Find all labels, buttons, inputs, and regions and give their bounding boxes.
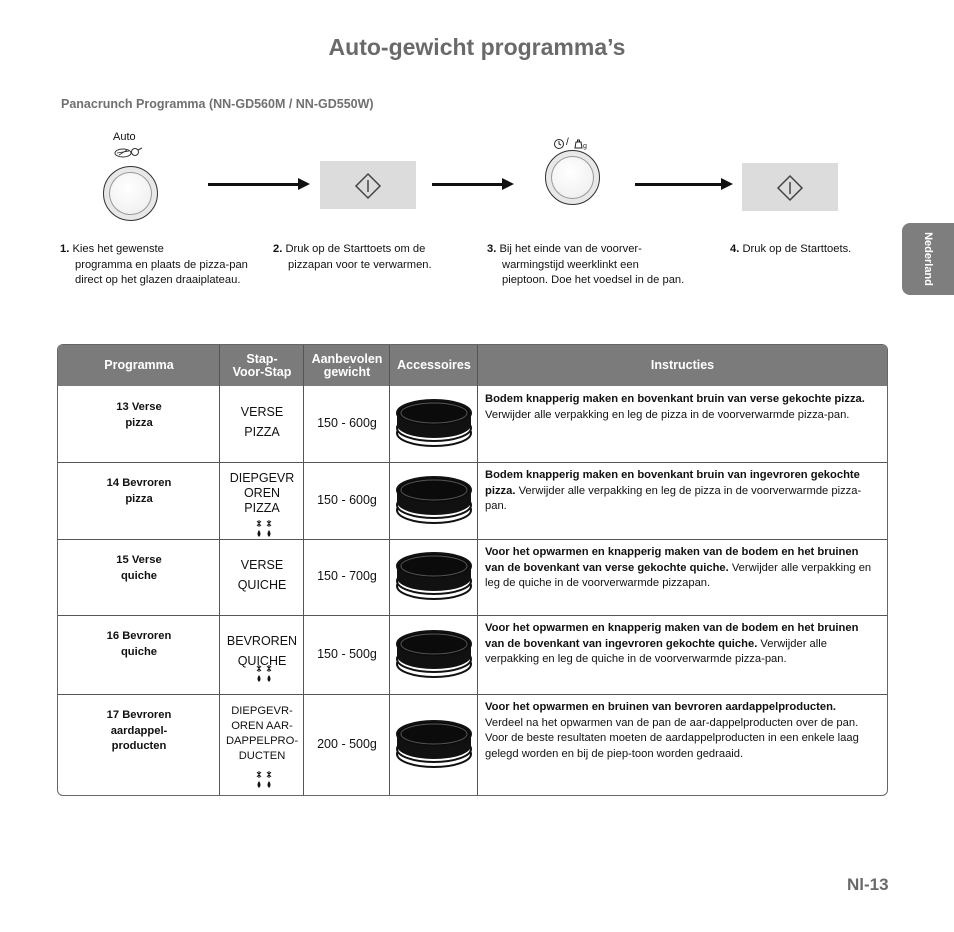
start-icon: [320, 161, 416, 209]
section-subtitle: Panacrunch Programma (NN-GD560M / NN-GD550W): [61, 97, 374, 111]
timer-weight-dial[interactable]: [545, 150, 600, 205]
table-row: [58, 694, 887, 795]
instruction-text: Bodem knapperig maken en bovenkant bruin van verse gekochte pizza. Verwijder alle verpakking en leg de pizza in de voorverwarmde pizza-pan.: [485, 393, 865, 421]
program-name: 14 Bevroren pizza: [106, 477, 172, 505]
step-display: VERSE PIZZA: [240, 405, 284, 439]
instruction-text: Voor het opwarmen en bruinen van bevroren aardappelproducten. Verdeel na het opwarmen van de pan de aar-dappelproducten over de pan. Voor de beste resultaten moeten de aardappelproducten in een enkele laag gelegd worden en bij de piep-toon worden gedraaid.: [485, 701, 859, 760]
arrow-icon: [432, 183, 504, 186]
instruction-text: Voor het opwarmen en knapperig maken van de bodem en het bruinen van de bovenkant van verse gekochte quiche. Verwijder alle verpakking en leg de quiche in de voorverwarmde pizzapan.: [485, 546, 872, 589]
program-name: 15 Verse quiche: [116, 554, 162, 582]
svg-text:g: g: [583, 143, 587, 150]
header-instructies: Instructies: [650, 358, 715, 372]
pizza-pan-icon: [394, 624, 474, 686]
start-button[interactable]: [742, 163, 838, 211]
recommended-weight: 150 - 600g: [317, 416, 377, 430]
start-icon: [742, 163, 838, 211]
header-stap: Stap- Voor-Stap: [232, 351, 292, 379]
pizza-pan-icon: [394, 714, 474, 776]
recommended-weight: 150 - 500g: [317, 646, 377, 661]
step-display: DIEPGEVR- OREN AAR- DAPPELPRO- DUCTEN: [225, 705, 299, 762]
step-3: 3. Bij het einde van de voorver- warmingstijd weerklinkt een pieptoon. Doe het voedsel in de pan.: [487, 243, 685, 286]
language-tab: [902, 223, 954, 295]
instruction-text: Voor het opwarmen en knapperig maken van de bodem en het bruinen van de bovenkant van ingevroren gekochte quiche. Verwijder alle verpakking en leg de quiche in de voorverwarmde pizza-pan.: [485, 622, 859, 665]
auto-weight-dial[interactable]: [103, 166, 158, 221]
pizza-pan-icon: [394, 393, 474, 455]
step-display: DIEPGEVR OREN PIZZA: [229, 471, 295, 515]
step-display: VERSE QUICHE: [237, 558, 287, 592]
table-row: [58, 615, 887, 694]
language-tab-label: Nederland: [922, 232, 934, 286]
arrow-icon: [635, 183, 723, 186]
pizza-pan-icon: [394, 470, 474, 532]
program-name: 13 Verse pizza: [116, 401, 162, 429]
step-1: 1. Kies het gewenste programma en plaats de pizza-pan direct op het glazen draaiplateau.: [60, 243, 248, 286]
step-2: 2. Druk op de Starttoets om de pizzapan voor te verwarmen.: [273, 243, 432, 271]
food-icon: [113, 145, 143, 159]
timer-weight-icon: [553, 137, 593, 151]
timer-slash-label: /: [566, 137, 569, 148]
table-row: [58, 386, 887, 462]
header-programma: Programma: [104, 358, 174, 372]
header-accessoires: Accessoires: [397, 358, 471, 372]
recommended-weight: 150 - 700g: [317, 569, 377, 583]
instruction-text: Bodem knapperig maken en bovenkant bruin van ingevroren gekochte pizza. Verwijder alle verpakking en leg de pizza in de voorverwarmde pizza-pan.: [485, 469, 862, 512]
auto-label: Auto: [113, 131, 136, 143]
start-button[interactable]: [320, 161, 416, 209]
program-table: [57, 344, 888, 796]
step-display: BEVROREN QUICHE: [226, 634, 298, 668]
step-4: 4. Druk op de Starttoets.: [730, 243, 852, 255]
header-gewicht: Aanbevolen gewicht: [311, 351, 383, 379]
frozen-icon: [253, 664, 275, 684]
program-name: 16 Bevroren quiche: [106, 630, 172, 658]
frozen-icon: [253, 519, 275, 539]
recommended-weight: 200 - 500g: [317, 736, 377, 751]
page-title: Auto-gewicht programma’s: [328, 34, 626, 60]
recommended-weight: 150 - 600g: [317, 492, 377, 507]
frozen-icon: [253, 770, 275, 790]
arrow-icon: [208, 183, 300, 186]
table-row: [58, 539, 887, 615]
pizza-pan-icon: [394, 546, 474, 608]
program-name: 17 Bevroren aardappel- producten: [106, 709, 172, 752]
page-number: Nl-13: [847, 875, 889, 894]
table-row: [58, 462, 887, 539]
